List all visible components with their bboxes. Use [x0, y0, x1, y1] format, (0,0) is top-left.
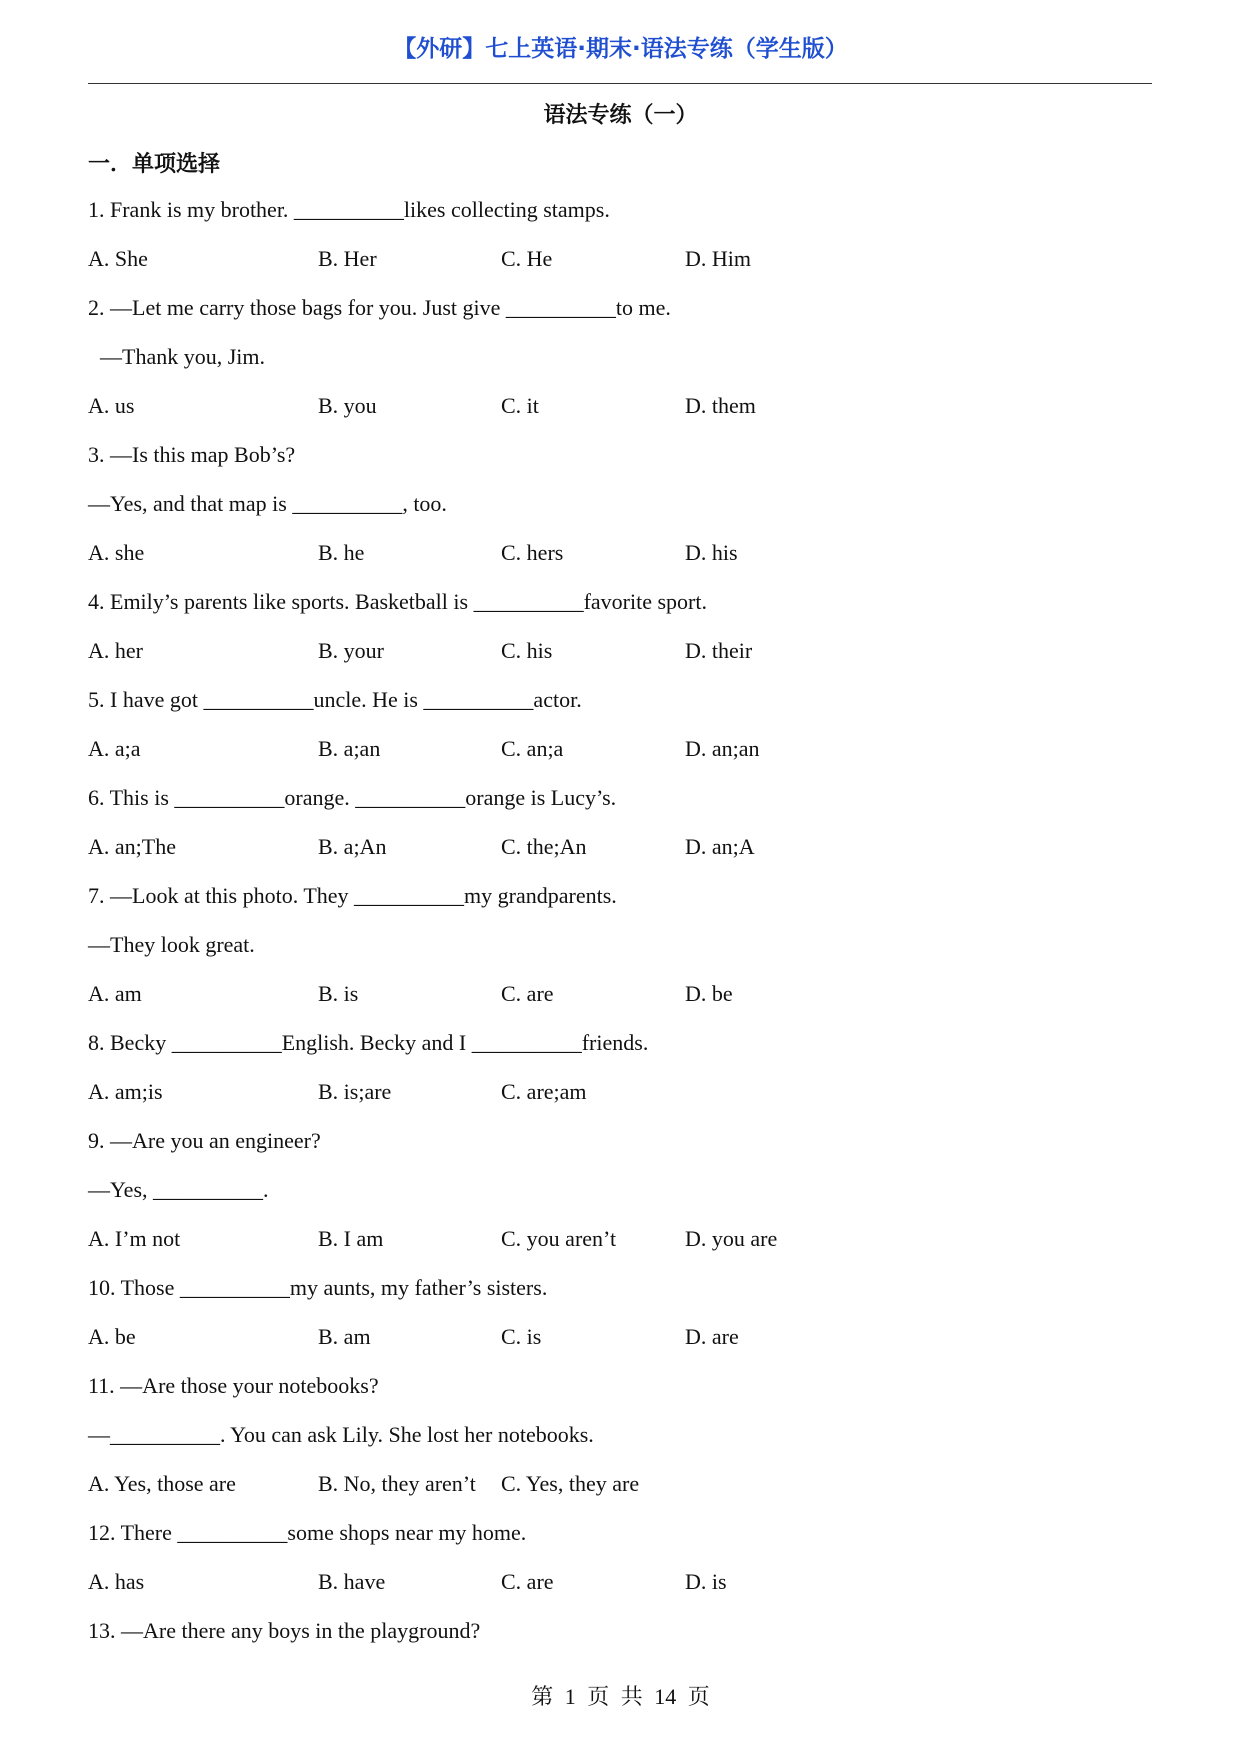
question-line: —Thank you, Jim.	[100, 344, 265, 369]
answer-option: A. I’m not	[88, 1226, 181, 1251]
options-row	[88, 631, 1152, 680]
header-divider	[88, 83, 1152, 84]
answer-option: D. an;A	[685, 834, 755, 859]
answer-option: C. are	[501, 981, 554, 1006]
answer-option: D. his	[685, 540, 738, 565]
options-row	[88, 386, 1152, 435]
options-row	[88, 827, 1152, 876]
question-line: —Yes, __________.	[88, 1177, 269, 1202]
answer-option: C. it	[501, 393, 539, 418]
answer-option: A. be	[88, 1324, 136, 1349]
answer-option: C. are;am	[501, 1079, 587, 1104]
answer-option: B. have	[318, 1569, 386, 1594]
answer-option: B. I am	[318, 1226, 384, 1251]
answer-option: D. them	[685, 393, 756, 418]
answer-option: C. are	[501, 1569, 554, 1594]
answer-option: C. is	[501, 1324, 542, 1349]
question-line: —Yes, and that map is __________, too.	[88, 491, 447, 516]
answer-option: B. you	[318, 393, 377, 418]
page-title: 语法专练（一）	[543, 103, 698, 128]
answer-option: B. your	[318, 638, 384, 663]
answer-option: D. Him	[685, 246, 751, 271]
document-header: 【外研】七上英语·期末·语法专练（学生版）	[393, 36, 848, 62]
answer-option: A. us	[88, 393, 135, 418]
answer-option: C. an;a	[501, 736, 564, 761]
answer-option: B. is	[318, 981, 359, 1006]
question-stem: 11. —Are those your notebooks?	[88, 1373, 379, 1398]
question-stem: 10. Those __________my aunts, my father’s sisters.	[88, 1275, 548, 1300]
question-line: —They look great.	[88, 932, 255, 957]
question-list	[88, 190, 1152, 1660]
options-row	[88, 1072, 1152, 1121]
answer-option: C. Yes, they are	[501, 1471, 640, 1496]
answer-option: C. the;An	[501, 834, 587, 859]
question-stem: 5. I have got __________uncle. He is __________actor.	[88, 687, 582, 712]
answer-option: D. their	[685, 638, 753, 663]
options-row	[88, 533, 1152, 582]
answer-option: C. his	[501, 638, 553, 663]
question-stem: 7. —Look at this photo. They __________my grandparents.	[88, 883, 617, 908]
answer-option: C. you aren’t	[501, 1226, 617, 1251]
options-row	[88, 1562, 1152, 1611]
question-stem: 12. There __________some shops near my home.	[88, 1520, 527, 1545]
section-title: 一．单项选择	[88, 152, 221, 177]
options-row	[88, 1464, 1152, 1513]
question-stem: 4. Emily’s parents like sports. Basketball is __________favorite sport.	[88, 589, 707, 614]
answer-option: A. a;a	[88, 736, 141, 761]
options-row	[88, 729, 1152, 778]
question-stem: 13. —Are there any boys in the playground?	[88, 1618, 481, 1643]
question-stem: 9. —Are you an engineer?	[88, 1128, 321, 1153]
answer-option: B. is;are	[318, 1079, 392, 1104]
page-footer: 第 1 页 共 14 页	[531, 1684, 710, 1709]
answer-option: B. No, they aren’t	[318, 1471, 476, 1496]
answer-option: D. is	[685, 1569, 727, 1594]
answer-option: A. she	[88, 540, 145, 565]
options-row	[88, 1317, 1152, 1366]
answer-option: C. He	[501, 246, 553, 271]
options-row	[88, 974, 1152, 1023]
question-stem: 6. This is __________orange. __________orange is Lucy’s.	[88, 785, 617, 810]
answer-option: B. a;An	[318, 834, 387, 859]
answer-option: B. Her	[318, 246, 377, 271]
question-stem: 1. Frank is my brother. __________likes collecting stamps.	[88, 197, 610, 222]
question-stem: 2. —Let me carry those bags for you. Just give __________to me.	[88, 295, 671, 320]
answer-option: A. am;is	[88, 1079, 163, 1104]
answer-option: B. a;an	[318, 736, 381, 761]
answer-option: A. am	[88, 981, 142, 1006]
answer-option: D. be	[685, 981, 733, 1006]
answer-option: A. She	[88, 246, 148, 271]
answer-option: D. you are	[685, 1226, 778, 1251]
question-line: —__________. You can ask Lily. She lost her notebooks.	[88, 1422, 594, 1447]
answer-option: B. he	[318, 540, 365, 565]
question-stem: 8. Becky __________English. Becky and I __________friends.	[88, 1030, 649, 1055]
options-row	[88, 1219, 1152, 1268]
answer-option: C. hers	[501, 540, 564, 565]
answer-option: A. Yes, those are	[88, 1471, 236, 1496]
answer-option: A. an;The	[88, 834, 176, 859]
answer-option: A. has	[88, 1569, 145, 1594]
options-row	[88, 239, 1152, 288]
question-stem: 3. —Is this map Bob’s?	[88, 442, 296, 467]
answer-option: B. am	[318, 1324, 371, 1349]
answer-option: D. an;an	[685, 736, 760, 761]
answer-option: A. her	[88, 638, 143, 663]
answer-option: D. are	[685, 1324, 739, 1349]
